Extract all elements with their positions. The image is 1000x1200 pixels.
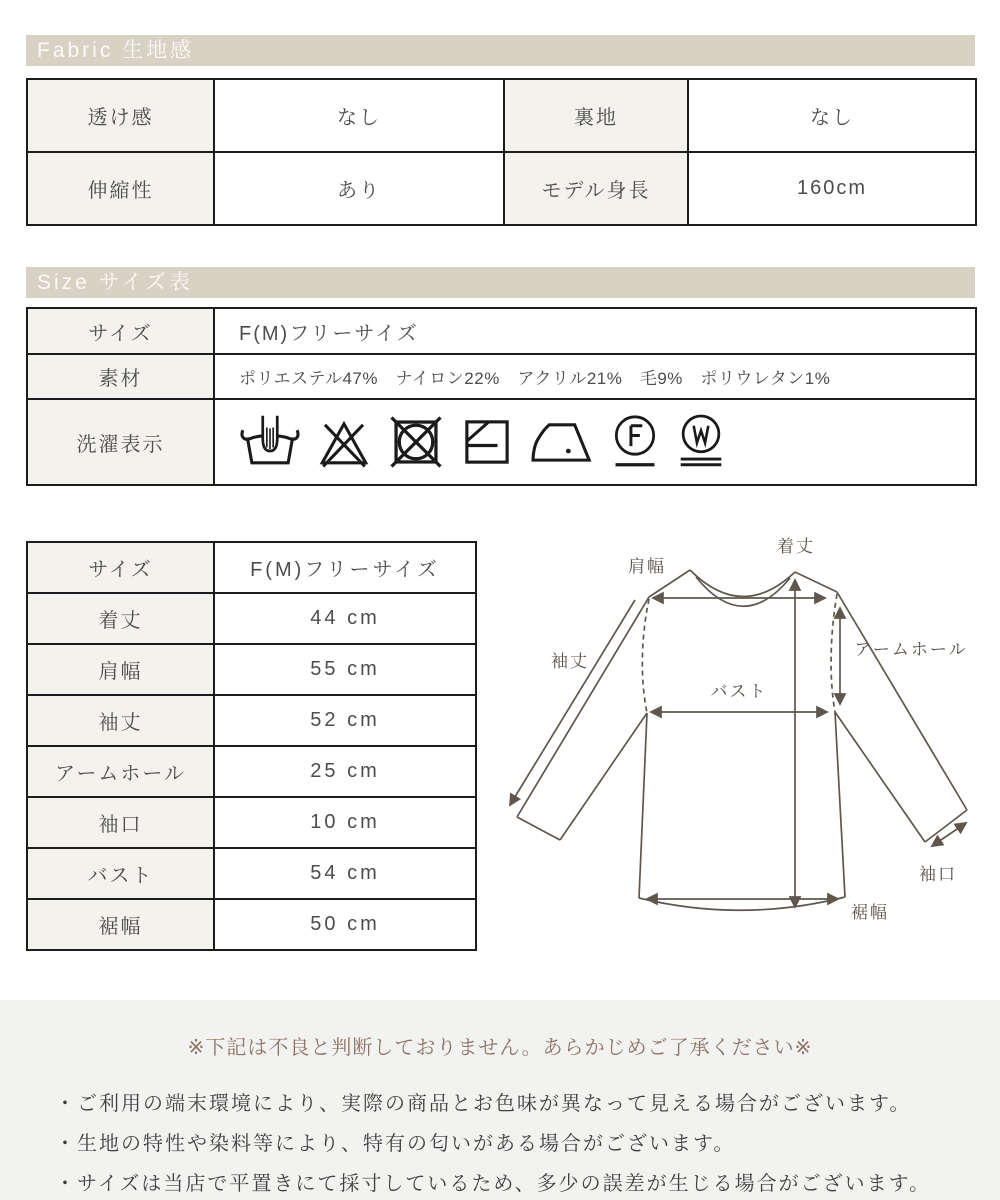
page-content <box>26 35 975 960</box>
measure-label-length: 着丈 <box>27 593 214 644</box>
measure-value-cuff: 10 cm <box>214 797 476 848</box>
measure-label-shoulder: 肩幅 <box>27 644 214 695</box>
note-item: ・生地の特性や染料等により、特有の匂いがある場合がございます。 <box>55 1133 736 1155</box>
measure-value-shoulder: 55 cm <box>214 644 476 695</box>
table-row <box>27 399 976 485</box>
table-row <box>27 746 476 797</box>
measure-header-label: サイズ <box>27 542 214 593</box>
laundry-care-icons <box>239 413 974 471</box>
diagram-label-shoulder: 肩幅 <box>628 557 666 576</box>
measure-value-length: 44 cm <box>214 593 476 644</box>
measurement-table <box>26 541 477 951</box>
table-row <box>27 308 976 354</box>
note-item: ・サイズは当店で平置きにて採寸しているため、多少の誤差が生じる場合がございます。 <box>55 1173 931 1195</box>
wet-clean-w-icon <box>675 413 727 471</box>
diagram-label-hem: 裾幅 <box>851 903 889 922</box>
measure-label-bust: バスト <box>27 848 214 899</box>
do-not-bleach-icon <box>315 413 373 471</box>
fabric-table <box>26 78 977 226</box>
table-row <box>27 152 976 225</box>
fabric-label-model-height: モデル身長 <box>504 152 688 225</box>
diagram-label-armhole: アームホール <box>854 640 968 659</box>
fabric-value-sheerness: なし <box>214 79 504 152</box>
measure-header-value: F(M)フリーサイズ <box>214 542 476 593</box>
footer-notes <box>0 1000 1000 1200</box>
note-list <box>0 1084 1000 1200</box>
diagram-label-length: 着丈 <box>777 537 815 556</box>
measure-label-hem: 裾幅 <box>27 899 214 950</box>
size-info-table <box>26 307 977 486</box>
fabric-label-sheerness: 透け感 <box>27 79 214 152</box>
measure-label-armhole: アームホール <box>27 746 214 797</box>
iron-low-heat-icon <box>529 413 595 471</box>
table-row <box>27 79 976 152</box>
measure-value-armhole: 25 cm <box>214 746 476 797</box>
diagram-label-bust: バスト <box>710 682 768 701</box>
fabric-label-stretch: 伸縮性 <box>27 152 214 225</box>
fabric-value-stretch: あり <box>214 152 504 225</box>
measure-label-cuff: 袖口 <box>27 797 214 848</box>
care-symbols-cell <box>214 399 976 485</box>
fabric-value-lining: なし <box>688 79 976 152</box>
measurement-section <box>26 520 975 960</box>
table-row <box>27 542 476 593</box>
do-not-tumble-dry-icon <box>387 413 445 471</box>
table-row <box>27 593 476 644</box>
table-row <box>27 899 476 950</box>
hand-wash-icon <box>239 413 301 471</box>
fabric-section-header: Fabric 生地感 <box>26 35 975 66</box>
measure-label-sleeve: 袖丈 <box>27 695 214 746</box>
table-row <box>27 797 476 848</box>
table-row <box>27 848 476 899</box>
note-title: ※下記は不良と判断しておりません。あらかじめご了承ください※ <box>187 1037 813 1059</box>
dry-flat-in-shade-icon <box>459 413 515 471</box>
fabric-value-model-height: 160cm <box>688 152 976 225</box>
fabric-label-lining: 裏地 <box>504 79 688 152</box>
size-label: サイズ <box>27 308 214 354</box>
dry-clean-f-icon <box>609 413 661 471</box>
measure-value-sleeve: 52 cm <box>214 695 476 746</box>
size-value: F(M)フリーサイズ <box>214 308 976 354</box>
table-row <box>27 644 476 695</box>
material-value: ポリエステル47% ナイロン22% アクリル21% 毛9% ポリウレタン1% <box>214 354 976 399</box>
note-item: ・ご利用の端末環境により、実際の商品とお色味が異なって見える場合がございます。 <box>55 1093 912 1115</box>
garment-diagram <box>482 520 1000 960</box>
table-row <box>27 695 476 746</box>
measure-value-hem: 50 cm <box>214 899 476 950</box>
table-row <box>27 354 976 399</box>
size-section-header: Size サイズ表 <box>26 267 975 298</box>
material-label: 素材 <box>27 354 214 399</box>
measure-value-bust: 54 cm <box>214 848 476 899</box>
garment-diagram-wrap <box>482 520 1000 960</box>
care-label: 洗濯表示 <box>27 399 214 485</box>
diagram-label-sleeve: 袖丈 <box>551 652 589 671</box>
diagram-label-cuff: 袖口 <box>919 865 957 884</box>
